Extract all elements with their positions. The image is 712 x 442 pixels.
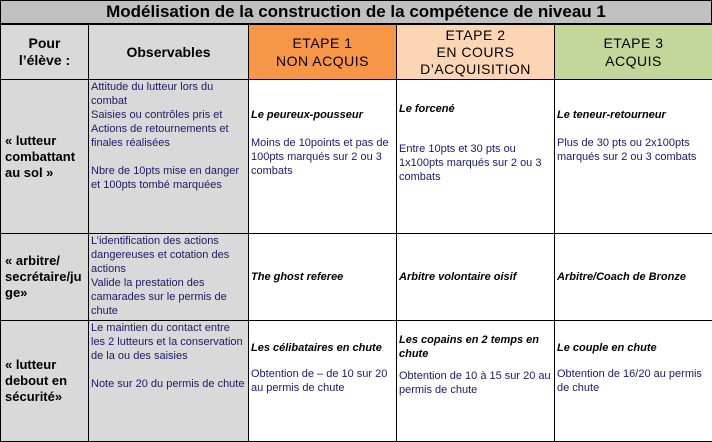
row-label-arbitre: « arbitre/ secrétaire/ju ge» <box>1 234 89 321</box>
level-title: Les célibataires en chute <box>251 341 394 355</box>
etape-1-cell <box>249 80 397 234</box>
level-description: Plus de 30 pts ou 2x100pts marqués sur 2 ou 3 combats <box>557 136 710 164</box>
level-description: Moins de 10points et pas de 100pts marqués sur 2 ou 3 combats <box>251 136 394 178</box>
level-title: Arbitre/Coach de Bronze <box>557 270 710 284</box>
row-label-lutteur-sol: « lutteur combattant au sol » <box>1 80 89 234</box>
table-row <box>1 234 712 321</box>
etape-3-cell <box>555 80 712 234</box>
level-title: Le teneur-retourneur <box>557 108 710 122</box>
competence-table <box>0 24 712 442</box>
level-description: Obtention de – de 10 sur 20 au permis de chute <box>251 367 394 395</box>
level-title: Les copains en 2 temps en chute <box>399 333 552 361</box>
header-etape-3: ETAPE 3 ACQUIS <box>555 25 712 80</box>
observables-cell: L’identification des actions dangereuses et cotation des actions Valide la prestation des camarades sur le permis de chute <box>89 234 249 321</box>
row-label-lutteur-debout: « lutteur debout en sécurité» <box>1 321 89 442</box>
header-etape-1: ETAPE 1 NON ACQUIS <box>249 25 397 80</box>
level-title: Le forcené <box>399 102 552 116</box>
etape-2-cell <box>397 321 555 442</box>
level-description: Obtention de 16/20 au permis de chute <box>557 367 710 395</box>
observables-cell: Le maintien du contact entre les 2 lutteurs et la conservation de la ou des saisies Note sur 20 du permis de chute <box>89 321 249 442</box>
table-title: Modélisation de la construction de la compétence de niveau 1 <box>0 0 712 24</box>
etape-3-cell <box>555 234 712 321</box>
header-pour-eleve: Pour l’élève : <box>1 25 89 80</box>
table-row <box>1 321 712 442</box>
table-row <box>1 80 712 234</box>
header-observables: Observables <box>89 25 249 80</box>
etape-2-cell <box>397 80 555 234</box>
header-etape-2: ETAPE 2 EN COURS D’ACQUISITION <box>397 25 555 80</box>
header-row <box>1 25 712 80</box>
level-title: The ghost referee <box>251 270 394 284</box>
etape-2-cell <box>397 234 555 321</box>
etape-1-cell <box>249 321 397 442</box>
observables-cell: Attitude du lutteur lors du combat Saisies ou contrôles pris et Actions de retournements et finales réalisées Nbre de 10pts mise en danger et 100pts tombé marquées <box>89 80 249 234</box>
level-description: Obtention de 10 à 15 sur 20 au permis de chute <box>399 369 552 397</box>
etape-3-cell <box>555 321 712 442</box>
level-title: Arbitre volontaire oisif <box>399 270 552 284</box>
etape-1-cell <box>249 234 397 321</box>
level-title: Le couple en chute <box>557 341 710 355</box>
level-description: Entre 10pts et 30 pts ou 1x100pts marqués sur 2 ou 3 combats <box>399 142 552 184</box>
level-title: Le peureux-pousseur <box>251 108 394 122</box>
